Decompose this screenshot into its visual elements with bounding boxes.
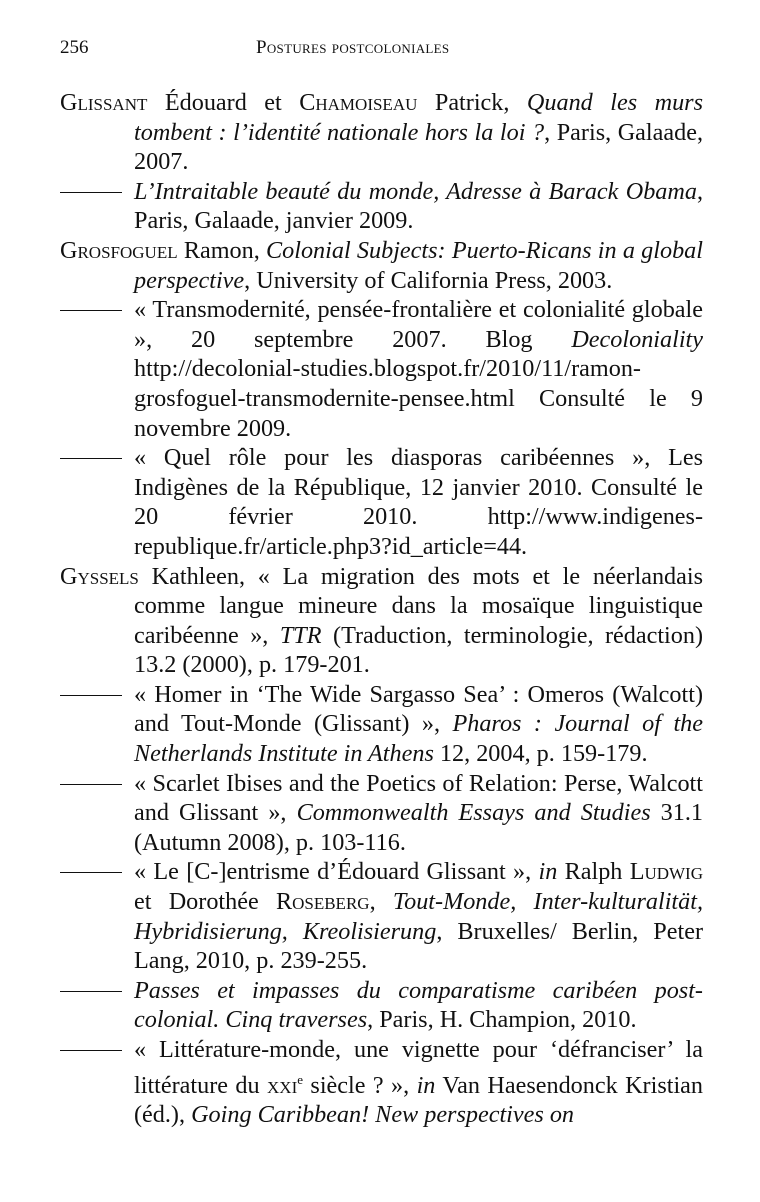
author-name: Chamoiseau: [299, 89, 418, 116]
publication-details: , Paris, Galaade, 2007.: [134, 118, 703, 176]
separator: ,: [369, 888, 393, 916]
work-title: TTR: [279, 621, 322, 649]
publication-details: , Paris, H. Champion, 2010.: [367, 1006, 637, 1034]
ditto-dash: [60, 991, 122, 992]
author-name: Gyssels: [60, 562, 139, 590]
editor-name: Roseberg: [275, 888, 370, 916]
article-title: Kathleen, « La migration des mots et le néerlandais comme langue mineure dans la mosaïque linguistique caribéenne »,: [134, 562, 703, 649]
editor-given-names: Ralph: [557, 858, 630, 886]
bibliography: [60, 88, 703, 1130]
bib-entry-homer: [60, 680, 703, 769]
running-title: Postures postcoloniales: [256, 37, 450, 58]
bib-entry-centrisme: [60, 857, 703, 975]
author-name: Glissant: [60, 89, 148, 116]
work-title: Tout-Monde, Inter-kulturalität, Hybridisierung, Kreolisierung: [134, 888, 704, 945]
work-title: Commonwealth Essays and Studies: [296, 799, 651, 827]
in-word: in: [416, 1071, 436, 1099]
author-given-names: Patrick,: [417, 89, 527, 116]
century-numeral: xxi: [267, 1071, 298, 1099]
work-title: Pharos : Journal of the Netherlands Institute in Athens: [134, 710, 703, 768]
bib-entry-scarlet-ibises: [60, 769, 703, 858]
bib-entry-passes-impasses: [60, 976, 703, 1035]
author-name: Grosfoguel: [60, 236, 178, 264]
ditto-dash: [60, 458, 122, 459]
bib-entry-litterature-monde: [60, 1035, 703, 1130]
page-header: [60, 34, 710, 62]
century-superscript: e: [297, 1071, 304, 1087]
publication-details: , Bruxelles/ Berlin, Peter Lang, 2010, p. 239-255.: [134, 917, 703, 975]
ditto-dash: [60, 872, 122, 873]
publication-details: 31.1 (Autumn 2008), p. 103-116.: [134, 799, 704, 856]
editor-given-names: et Dorothée: [134, 888, 276, 916]
article-title: « Scarlet Ibises and the Poetics of Relation: Perse, Walcott and Glissant »,: [134, 769, 703, 827]
publication-details: (Traduction, terminologie, rédaction) 13.2 (2000), p. 179-201.: [134, 621, 704, 679]
work-title: Decoloniality: [571, 325, 703, 353]
bib-entry-intraitable-beaute: [60, 177, 703, 236]
in-word: in: [538, 858, 558, 886]
article-title: « Le [C-]entrisme d’Édouard Glissant »,: [134, 858, 539, 886]
article-title: « Homer in ‘The Wide Sargasso Sea’ : Omeros (Walcott) and Tout-Monde (Glissant) »,: [134, 680, 703, 738]
ditto-dash: [60, 1050, 122, 1051]
article-title-end: siècle ? »,: [303, 1071, 417, 1099]
editor-name: Ludwig: [629, 858, 703, 886]
article-title: « Transmodernité, pensée-frontalière et colonialité globale », 20 septembre 2007. Blog: [134, 296, 703, 353]
work-title: L’Intraitable beauté du monde, Adresse à Barack Obama: [134, 177, 697, 205]
article-title: « Littérature-monde, une vignette pour ‘défranciser’ la littérature du: [134, 1036, 703, 1099]
article-title: « Quel rôle pour les diasporas caribéennes », Les Indigènes de la République, 12 janvier 2010. Consulté le 20 février 2010. http://www.indigenes-republique.fr/article.php3?id_article=44.: [134, 444, 703, 560]
bib-entry-diasporas: [60, 443, 703, 561]
work-title: Colonial Subjects: Puerto-Ricans in a global perspective: [134, 236, 703, 294]
ditto-dash: [60, 784, 122, 785]
bib-entry-gyssels-migration: [60, 562, 703, 680]
ditto-dash: [60, 310, 122, 311]
publication-details: 12, 2004, p. 159-179.: [433, 740, 648, 768]
publication-details: http://decolonial-studies.blogspot.fr/2010/11/ramon-grosfoguel-transmodernite-pensee.html Consulté le 9 novembre 2009.: [134, 355, 703, 442]
work-title: Quand les murs tombent : l’identité nationale hors la loi ?: [134, 89, 703, 146]
bib-entry-transmodernite: [60, 295, 703, 443]
bib-entry-glissant-chamoiseau: [60, 88, 703, 177]
editor-names: Van Haesendonck Kristian (éd.),: [134, 1071, 704, 1129]
bib-entry-grosfoguel: [60, 236, 703, 295]
page-number: 256: [60, 37, 89, 58]
author-given-names: Ramon,: [177, 236, 266, 264]
work-title: Passes et impasses du comparatisme caribéen post-colonial. Cinq traverses: [134, 976, 703, 1034]
work-title: Going Caribbean! New perspectives on: [191, 1101, 575, 1129]
publication-details: , University of California Press, 2003.: [244, 266, 613, 294]
publication-details: , Paris, Galaade, janvier 2009.: [134, 177, 703, 235]
ditto-dash: [60, 695, 122, 696]
author-given-names: Édouard et: [147, 89, 300, 116]
ditto-dash: [60, 192, 122, 193]
